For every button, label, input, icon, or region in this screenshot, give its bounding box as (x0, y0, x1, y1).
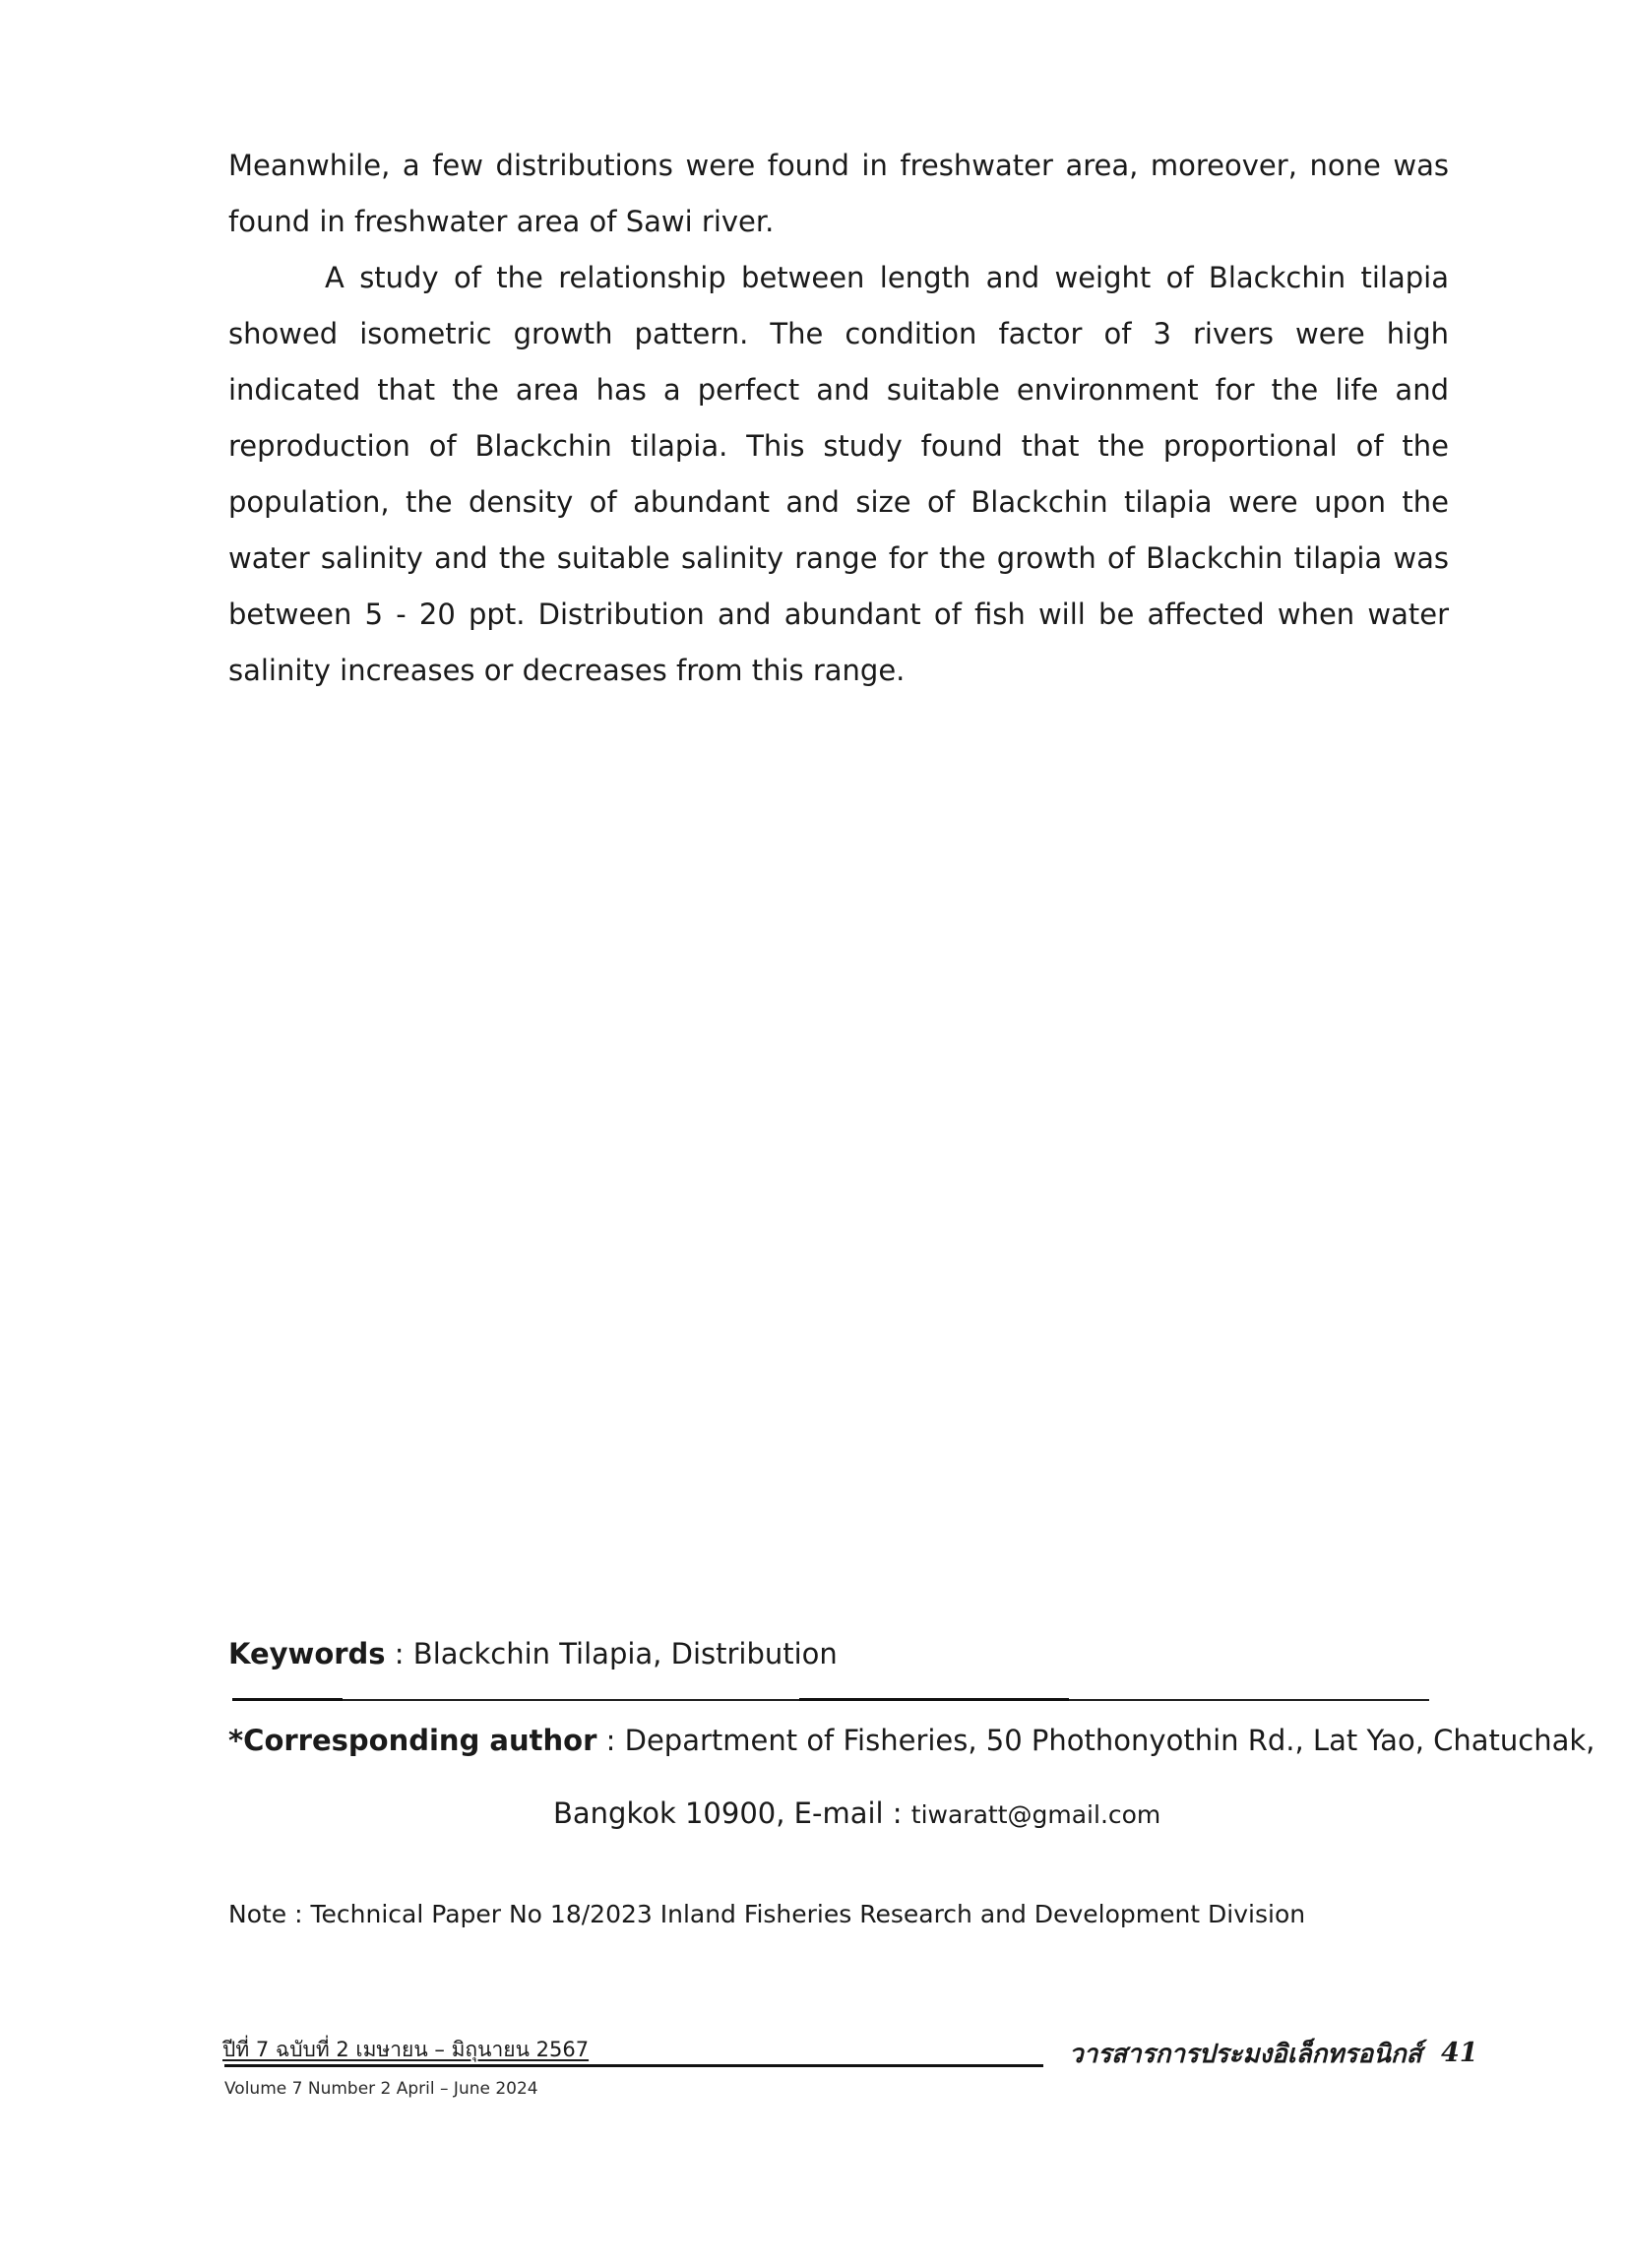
corresponding-address-line1: Department of Fisheries, 50 Phothonyothin Rd., Lat Yao, Chatuchak, (624, 1724, 1596, 1757)
abstract-body (228, 138, 1449, 699)
keywords-value: Blackchin Tilapia, Distribution (412, 1637, 838, 1670)
corresponding-author-line (228, 1721, 1595, 1760)
note-line: Note : Technical Paper No 18/2023 Inland Fisheries Research and Development Division (228, 1900, 1306, 1928)
footer-journal-name: วารสารการประมงอิเล็กทรอนิกส์ (1069, 2040, 1422, 2069)
divider-segment-middle (799, 1698, 1069, 1701)
footer-divider (224, 2064, 1043, 2067)
footer-english-issue: Volume 7 Number 2 April – June 2024 (224, 2079, 538, 2099)
corresponding-address-line2: Bangkok 10900, E-mail : (553, 1796, 911, 1830)
corresponding-address-line2-row (553, 1794, 1160, 1835)
keywords-label: Keywords (228, 1637, 386, 1670)
body-paragraph-2: A study of the relationship between length and weight of Blackchin tilapia showed isometric growth pattern. The condition factor of 3 rivers were high indicated that the area has a perfect and suitable environment for the life and reproduction of Blackchin tilapia. This study found that the proportional of the population, the density of abundant and size of Blackchin tilapia were upon the water salinity and the suitable salinity range for the growth of Blackchin tilapia was between 5 - 20 ppt. Distribution and abundant of fish will be affected when water salinity increases or decreases from this range. (228, 261, 1449, 687)
corresponding-email: tiwaratt@gmail.com (910, 1800, 1161, 1829)
footer-page-number: 41 (1441, 2038, 1478, 2068)
keywords-line (228, 1634, 838, 1673)
divider-segment-left (232, 1698, 343, 1701)
footer-thai-issue: ปีที่ 7 ฉบับที่ 2 เมษายน – มิถุนายน 2567 (222, 2038, 590, 2061)
corresponding-separator: : (596, 1724, 625, 1757)
corresponding-author-label: *Corresponding author (228, 1724, 597, 1757)
keywords-separator: : (385, 1637, 413, 1670)
body-paragraph-1: Meanwhile, a few distributions were found in freshwater area, moreover, none was found in freshwater area of Sawi river. (228, 149, 1449, 238)
